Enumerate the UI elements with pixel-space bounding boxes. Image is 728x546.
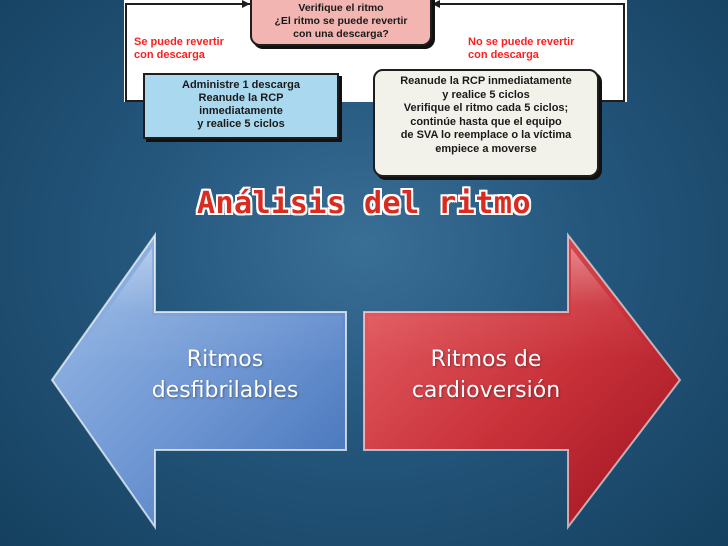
- defibrillable-rhythms-label: [112, 344, 338, 406]
- cpr-line-4: continúe hasta que el equipo: [410, 115, 562, 128]
- cpr-line-3: Verifique el ritmo cada 5 ciclos;: [403, 102, 569, 114]
- shockable-label-line-1: Se puede revertir: [134, 36, 224, 48]
- not-shockable-label-line-2: con descarga: [468, 49, 539, 61]
- left-arrow-line-1: Ritmos: [186, 347, 264, 372]
- shock-line-2: Reanude la RCP: [198, 92, 284, 104]
- check-line-2: ¿El ritmo se puede revertir: [274, 15, 408, 27]
- right-arrow-line-1: Ritmos de: [430, 347, 542, 372]
- shockable-label-line-2: con descarga: [134, 49, 205, 61]
- cpr-line-1: Reanude la RCP inmediatamente: [400, 75, 572, 87]
- left-arrow-line-2: desfibrilables: [151, 378, 299, 403]
- shock-line-1: Administre 1 descarga: [182, 79, 300, 91]
- shock-line-3: inmediatamente: [199, 105, 283, 117]
- check-line-3: con una descarga?: [293, 28, 389, 40]
- right-arrow-line-2: cardioversión: [411, 378, 561, 403]
- cpr-line-2: y realice 5 ciclos: [442, 88, 530, 101]
- cpr-line-6: empiece a moverse: [435, 142, 537, 155]
- check-line-1: Verifique el ritmo: [298, 2, 384, 14]
- slide-title: Análisis del ritmo: [196, 186, 532, 221]
- shock-line-4: y realice 5 ciclos: [197, 118, 285, 130]
- not-shockable-label-line-1: No se puede revertir: [468, 36, 575, 48]
- cpr-line-5: de SVA lo reemplace o la víctima: [400, 129, 572, 141]
- cardioversion-rhythms-label: [376, 344, 596, 406]
